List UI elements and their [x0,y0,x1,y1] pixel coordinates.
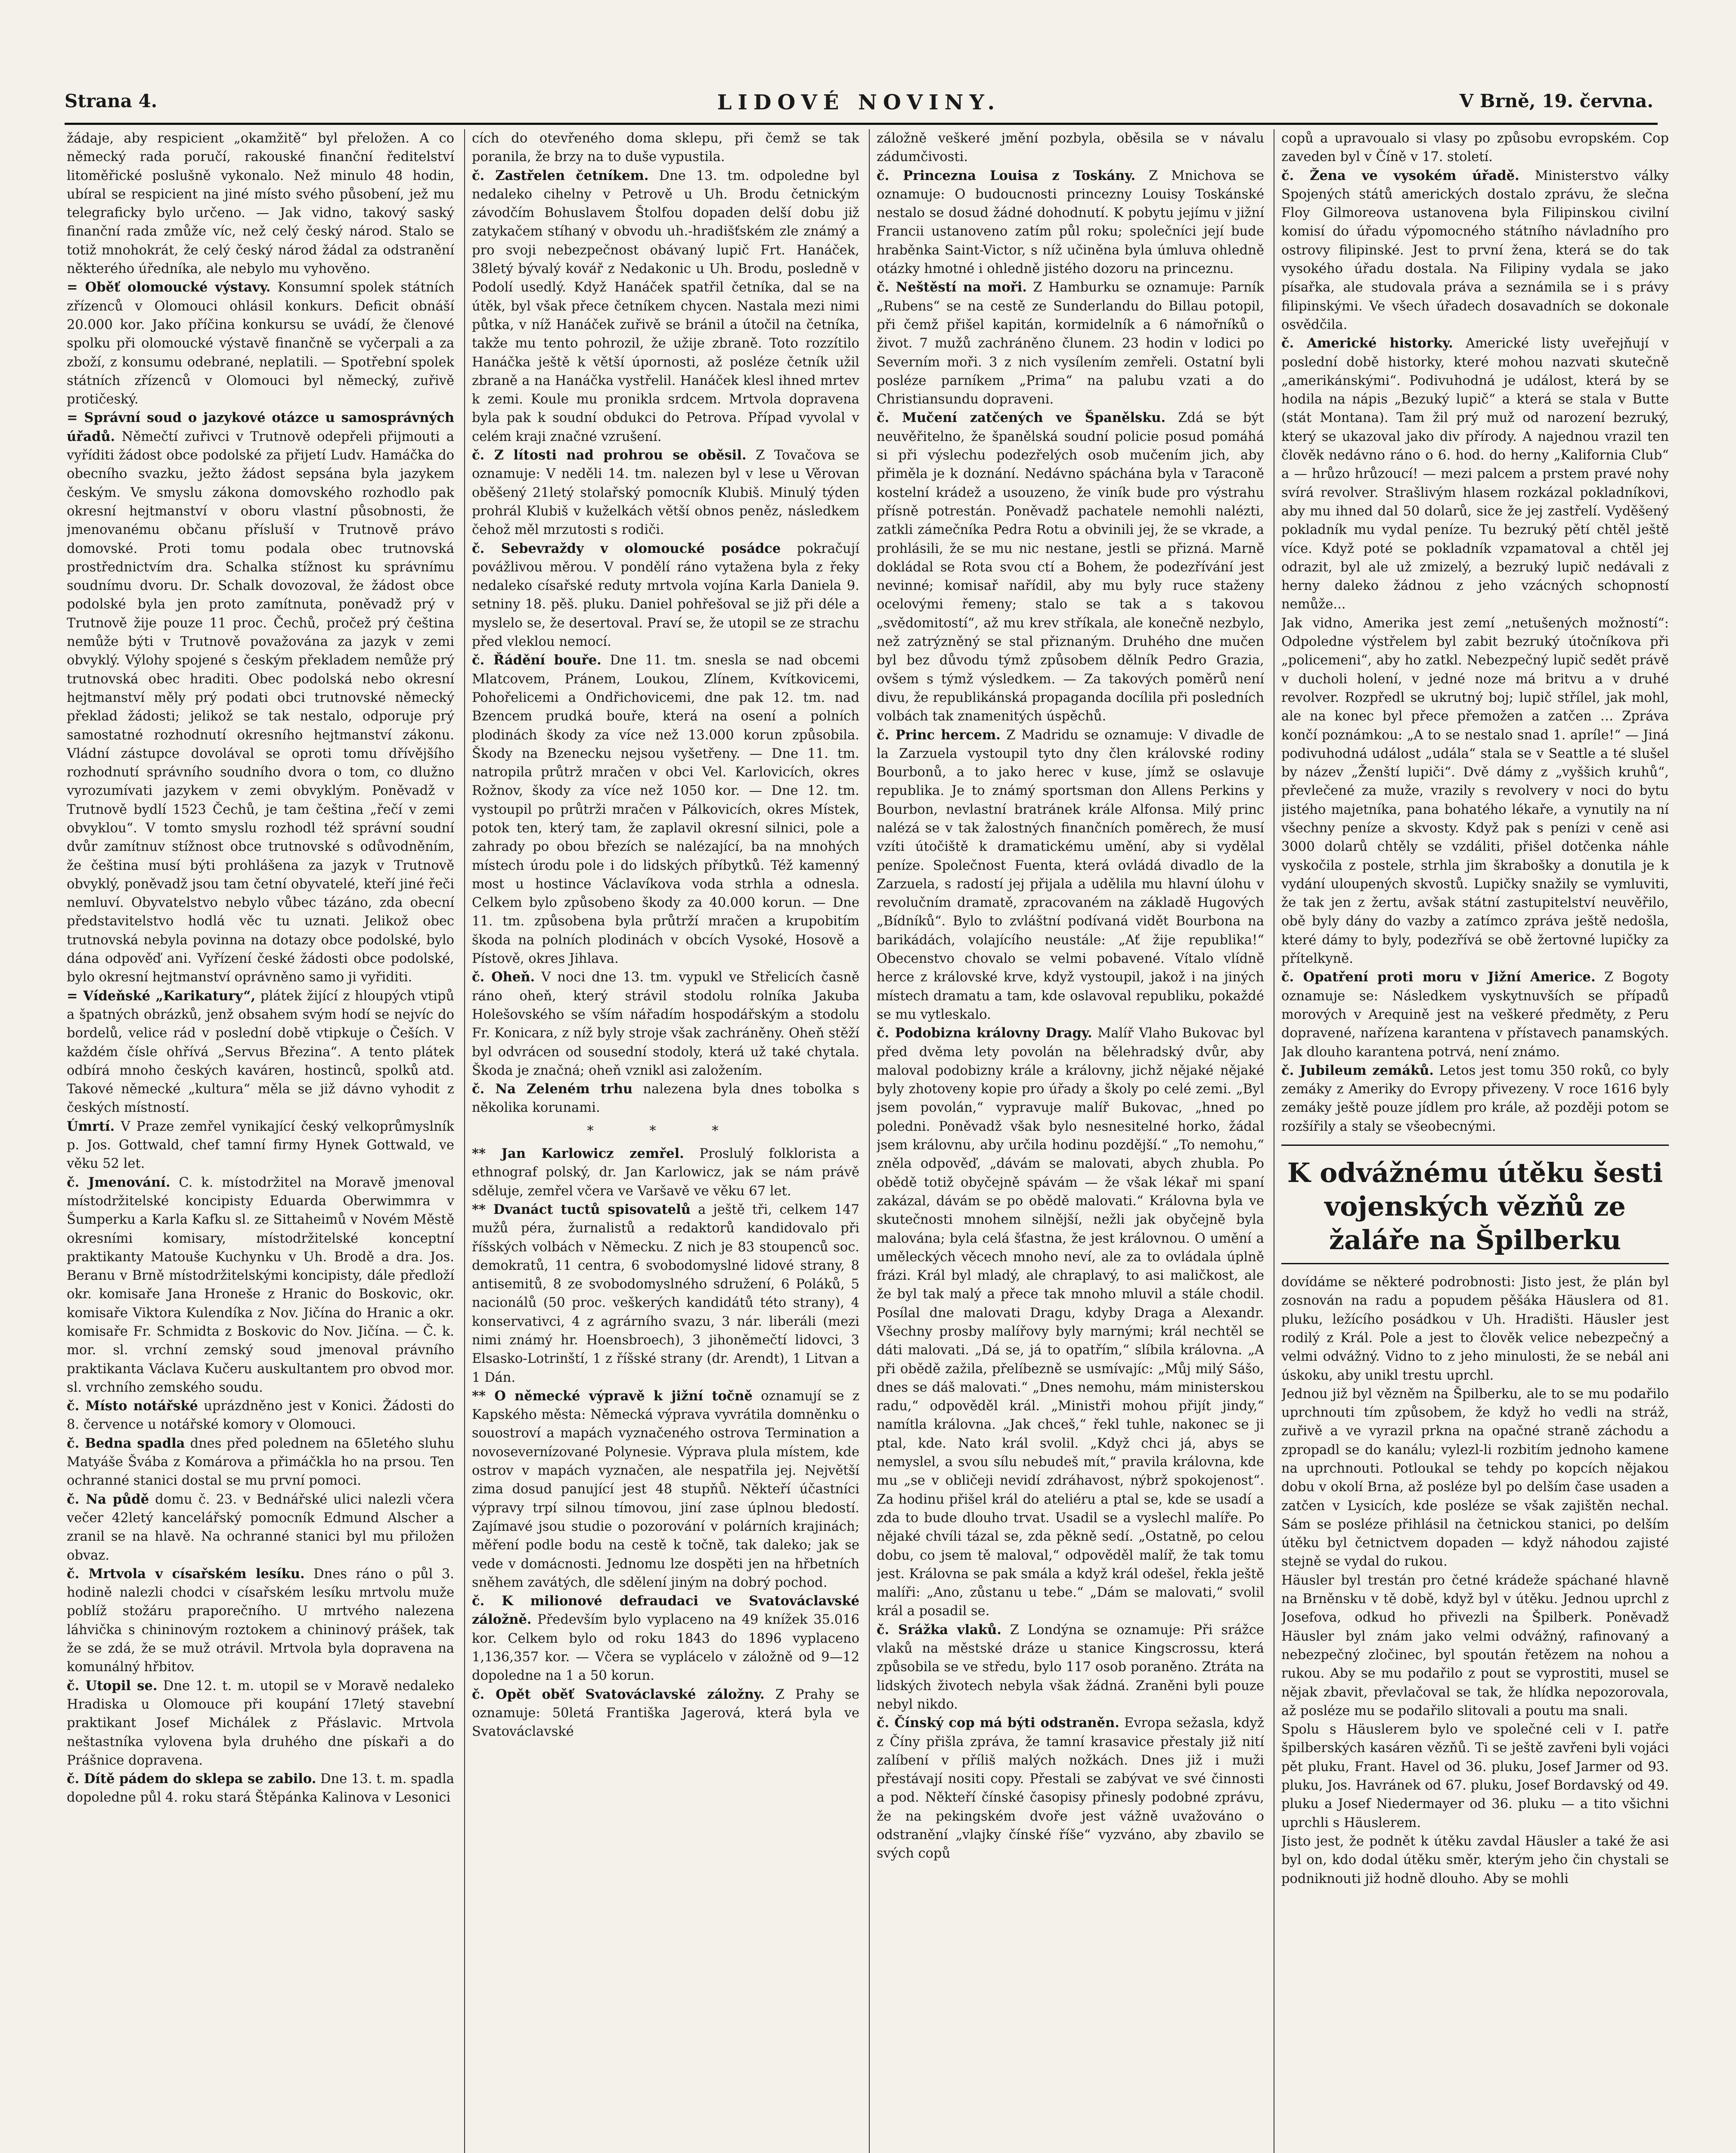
article-heading: č. Zastřelen četníkem. [472,168,649,183]
article-paragraph [1281,1720,1669,1832]
article-paragraph [67,1490,454,1565]
article-paragraph [67,1565,454,1677]
article-heading: č. Opět oběť Svatováclavské záložny. [472,1686,765,1702]
article-paragraph [1281,1832,1669,1888]
article-text: cích do otevřeného doma sklepu, při čemž se tak poranila, že brzy na to duše vypustila. [472,131,859,165]
article-heading: ** O německé výpravě k jižní točně [472,1388,753,1404]
article-paragraph [877,726,1264,1024]
article-paragraph [472,167,859,446]
article-text: žádaje, aby respicient „okamžitě“ byl přeložen. A co německý rada poručí, rakouské finanční ředitelství litoměřické poslušně vykonalo. Než minulo 48 hodin, ubíral se respicient na jiné místo svého působení, jež mu telegraficky bylo určeno. — Jak vidno, takový saský finanční rada zmůže víc, než celý český národ. Stalo se totiž mnohokrát, že celý český národ žádal za odstranění některého úředníka, ale nebylo mu vyhověno. [67,131,454,277]
article-paragraph [67,1173,454,1397]
article-paragraph [67,1117,454,1173]
article-paragraph [472,1685,859,1741]
column-4 [1281,129,1669,2153]
article-headline: K odvážnému útěku šesti vojenských vězňů ze žaláře na Špilberku [1287,1157,1663,1256]
article-headline-box [1281,1145,1669,1264]
article-paragraph [877,1024,1264,1621]
article-text: dovídáme se některé podrobnosti: Jisto jest, že plán byl zosnován na radu a popudem pěšáka Häuslera od 81. pluku, ležícího posádkou v Uh. Hradišti. Häusler jest rodilý z Král. Pole a jest to člověk velice nebezpečný a velmi odvážný. Vidno to z jeho minulosti, že se nebál ani úskoku, aby unikl trestu uprchl. [1281,1275,1669,1383]
article-heading: č. Čínský cop má býti odstraněn. [877,1715,1119,1731]
article-paragraph [472,1145,859,1201]
article-heading: č. Neštěstí na moři. [877,279,1027,295]
article-paragraph [1281,968,1669,1061]
article-heading: č. Princ hercem. [877,727,1001,743]
article-heading: č. Podobizna královny Dragy. [877,1025,1092,1041]
article-text: Ministerstvo války Spojených států amerických dostalo zprávu, že slečna Floy Gilmoreova ustanovena byla Filipinskou civilní komisí do úřadu výpomocného státního návladního pro ostrovy filipinské. Jest to první žena, která se do tak vysokého úřadu dostala. Na Filipiny vydala se jako písařka, ale studovala práva a seznámila se i s právy filipinskými. Ve všech úřadech dosavadních se dokonale osvědčila. [1281,168,1669,332]
article-heading: č. Americké historky. [1281,335,1453,351]
article-paragraph [472,540,859,651]
article-text: Häusler byl trestán pro četné krádeže spáchané hlavně na Brněnsku v tě době, když byl v útěku. Jednou uprchl z Josefova, odkud ho přivezli na Špilberk. Poněvadž Häusler byl znám jako velmi odvážný, rafinovaný a nebezpečný zločinec, byl spoután řetězem na nohou a rukou. Aby se mu podařilo z pout se vyprostiti, musel se nějak zbavit, převlačoval se tak, že hlídka nepozorovala, až posléze mu se podařilo slitovali a poutu ma snali. [1281,1573,1669,1719]
article-text: Dne 12. t. m. utopil se v Moravě nedaleko Hradiska u Olomouce při koupání 17letý stavební praktikant Josef Michálek z Přáslavic. Mrtvola neštastníka vylovena byla druhého dne pískaři a do Prášnice dopravena. [67,1678,454,1768]
column-divider [464,129,465,2153]
article-heading: = Správní soud o jazykové otázce u samosprávných úřadů. [67,410,454,444]
article-heading: č. Na Zeleném trhu [472,1081,633,1097]
article-text: Americké listy uveřejňují v poslední době historky, které mohou nazvati skutečně „amerikánskými“. Podivuhodná je událost, která by se hodila na nápis „Bezuký lupič“ a která se stala v Butte (stát Montana). Tam žil prý muž od narození bezruký, který se ukazoval jako div přírody. A najednou vrazil ten člověk nedávno ráno o 6. hod. do herny „Kalifornia Club“ a — hrůzo hrůzoucí! — mezi palcem a prstem pravé nohy svírá revolver. Strašlivým hlasem rozkázal pokladníkovi, aby mu ihned dal 50 dolarů, sice že jej zastřelí. Vyděšený pokladník mu vydal peníze. Tu bezruký pětí chtěl ještě více. Když poté se pokladník vzpamatoval a chtěl jej odrazit, byl ale už zmizelý, a bezruký lupič nedávali z herny daleko žádnou z jeho vzácných schopností nemůže... [1281,336,1669,612]
article-text: oznamují se z Kapského města: Německá výprava vyvrátila domněnku o souostroví a mapách vyznačeného ostrova Termination a novosevernízované Polynesie. Výprava plula místem, kde ostrov v mapách vyznačen, ale nespatřila jej. Největší zima dosud panující jest 48 stupňů. Někteří účastníci výpravy trpí silnou tímovou, jiní zase úplnou bledostí. Zajímavé jsou studie o pozorování v polárních krajinách; měření podle bodu na cestě k točně, tak daleko; jak se vede v domácnosti. Jednomu lze dospěti jen na hřbetních sněhem zavátých, dle sdělení jiným na dobrý pochod. [472,1388,859,1590]
section-separator: * * * [587,1123,744,1139]
article-text: Z Bogoty oznamuje se: Následkem vyskytnuvších se případů morových v Arequině jest na veškeré předměty, z Peru dopravené, nařízena karantena v přístavech panamských. Jak dlouho karantena potrvá, není známo. [1281,970,1669,1060]
article-heading: č. Mrtvola v císařském lesíku. [67,1566,305,1582]
article-text: Především bylo vyplaceno na 49 knížek 35.016 kor. Celkem bylo od roku 1843 do 1896 vyplaceno 1,136,357 kor. — Včera se vyplácelo v záložně od 9—12 dopoledne na 1 a 50 korun. [472,1612,859,1684]
article-heading: č. Žena ve vysokém úřadě. [1281,168,1519,183]
header-rule [65,123,1658,125]
article-text: nalezena byla dnes tobolka s několika korunami. [472,1082,859,1116]
column-2 [472,129,859,2153]
article-paragraph [472,1080,859,1117]
article-paragraph [472,1387,859,1592]
article-text: záložně veškeré jmění pozbyla, oběsila se v návalu zádumčivosti. [877,131,1264,165]
article-paragraph [67,129,454,278]
article-text: Evropa sežasla, když z Číny přišla zpráva, že tamní krasavice přestaly již nití zalíbení v příliš malých nožkách. Dnes již i muži přestávají nositi copy. Přestali se zabývat ve své činnosti a pod. Někteří čínské časopisy přinesly podobné zprávu, že na pekingském dvoře jest vážně uvažováno o odstranění „vlajky čínské říše“ vyzváno, aby zbavilo se svých copů [877,1716,1264,1861]
article-heading: č. Utopil se. [67,1678,158,1694]
column-divider [869,129,870,2153]
article-paragraph [877,1714,1264,1863]
article-paragraph [67,1397,454,1434]
article-paragraph [1281,1571,1669,1720]
article-heading: č. Oheň. [472,969,535,985]
article-paragraph [1281,167,1669,335]
article-heading: č. K milionové defraudaci ve Svatováclavské záložně. [472,1593,859,1628]
article-paragraph [472,129,859,167]
article-text: Spolu s Häuslerem bylo ve společné celi v I. patře špilberských kasáren vězňů. Ti se ještě zavřeni byli vojáci pět pluku, Frant. Havel od 36. pluku, Josef Jarmer od 93. pluku, Jos. Havránek od 67. pluku, Josef Bordavský od 49. pluku a Josef Niedermayer od 36. pluku — a tito všichni uprchli s Häuslerem. [1281,1722,1669,1830]
article-paragraph [472,651,859,968]
article-text: V noci dne 13. tm. vypukl ve Střelicích časně ráno oheň, který strávil stodolu rolníka Jakuba Holešovského se vším nářadím hospodářským a stodolu Fr. Konicara, z níž byly stroje však zachráněny. Oheň stěží byl odvrácen od sousední stodoly, která už také chytala. Škoda je značná; oheň vznikl asi založením. [472,970,859,1078]
article-text: Jisto jest, že podnět k útěku zavdal Häusler a také že asi byl on, kdo dodal útěku směr, kterým jeho čin chystali se podniknouti již hodně dlouho. Aby se mohli [1281,1833,1669,1886]
article-text: Z Madridu se oznamuje: V divadle de la Zarzuela vystoupil tyto dny člen královské rodiny Bourbonů, a to jako herec v kuse, jímž se oslavuje republika. Je to známý sportsman don Allens Perkins y Bourbon, nevlastní bratránek krále Alfonsa. Milý princ nalézá se v tak žalostných finančních poměrech, že musí vzíti útočiště k dramatickému umění, aby si vydělal peníze. Společnost Fuenta, která ovládá divadlo de la Zarzuela, s radostí jej přijala a udělila mu hlavní úlohu v revolučním dramatě, zpracovaném na základě Hugových „Bídníků“. Bylo to zvláštní podívaná vidět Bourbona na barikádách, volajícího neustále: „Ať žije republika!“ Obecenstvo chovalo se velmi pobavené. Vítalo vlídně herce z královské krve, když vystoupil, jakož i na jiných místech dramatu a tam, kde oslavoval republiku, pokaždé se mu vytleskalo. [877,727,1264,1022]
article-paragraph [877,167,1264,279]
dateline: V Brně, 19. června. [1459,90,1653,112]
article-text: Malíř Vlaho Bukovac byl před dvěma lety povolán na bělehradský dvůr, aby maloval podobizny krále a královny, jichž nějaké nějaké byly zhotoveny kopie pro úřady a školy po celé zemi. „Byl jsem povolán,“ vypravuje malíř Bukovac, „hned po poledni. Poněvadž však bylo nesnesitelné horko, žádal jsem královnu, aby určila hodinu pozdější.“ „To nemohu,“ zněla odpověď, „dávám se malovati, abych zhubla. Po obědě totiž obyčejně spávám — že však lékař mi spaní zakázal, dávám se po obědě malovati.“ Královna byla ve skutečnosti mnohem silnější, nežli jak obyčejně byla malována; byla celá šťastna, že jest královnou. O umění a uměleckých věcech mnoho neví, ale za to ovládala úplně frázi. Král byl mladý, ale chraplavý, to asi maličkost, ale že byl tak malý a přece tak mnoho mluvil a stále chodil. Posílal dne malovati Dragu, kdyby Draga a Alexandr. Všechny prosby malířovy byly marnými; král nechtěl se dáti malovati. „Dá se, já to opatřím,“ slíbila královna. „A při obědě zažila, přelíbezně se usmívajíc: „Můj milý Sášo, dnes se dáš malovati.“ „Dnes nemohu, mám ministerskou radu,“ odpověděl král. „Ministři mohou přijít jindy,“ namítla královna. „Jak chceš,“ řekl tuhle, nakonec se ji ptal, kde. Nato král svolil. „Když chci já, abys se nemyslel, a svou sílu nebudeš mít,“ pravila královna, kde mu „se v obličeji nevidí zdráhavost, nýbrž spokojenost“. Za hodinu přišel král do ateliéru a ptal se, kde se usadí a zda to bude dlouho trvat. Usadil se a vyslechl malíře. Po nějaké chvíli tázal se, zda pěkně sedí. „Ostatně, po celou dobu, co jsem tě maloval,“ odpověděl malíř, že tak tomu jest. Královna se pak smála a když král odešel, řekla ještě malíři: „Ano, zůstanu u tebe.“ „Dám se malovati,“ svolil král a posadil se. [877,1026,1264,1619]
page-header [65,90,1653,121]
article-paragraph [67,278,454,409]
article-text: Dnes ráno o půl 3. hodině nalezli chodci v císařském lesíku mrtvolu muže poblíž stožáru praporečního. U mrtvého nalezena láhvička s chininovým roztokem a chininový prášek, tak že se zdá, že se muž otrávil. Mrtvola byla dopravena na komunálný hřbitov. [67,1566,454,1675]
article-paragraph [67,987,454,1117]
article-text: Dne 13. t. m. spadla dopoledne půl 4. roku stará Štěpánka Kalinova v Lesonici [67,1771,454,1806]
article-text: Jednou již byl vězněm na Špilberku, ale to se mu podařilo uprchnouti tím způsobem, že když ho vedli na stráž, zuřivě a ve vyrazil prkna na opačné straně záchodu a zpropadl se do kanálu; vylezl-li rozbitím jednoho kamene na uprchnouti. Potloukal se tehdy po kopcích nějakou dobu v okolí Brna, až posléze byl po delším čase usaden a zatčen v Lysicích, kde posléze se však zajištěn nechal. Sám se posléze přihlásil na četnickou stanici, po delším útěku byl četnictvem dopaden — když náhodou zajisté stejně se vydal do rukou. [1281,1386,1669,1570]
article-heading: Úmrtí. [67,1118,115,1134]
article-paragraph [472,1201,859,1387]
article-text: a ještě tři, celkem 147 mužů péra, žurnalistů a redaktorů kandidovalo při říšských volbách v Německu. Z nich je 83 stoupenců soc. demokratů, 11 centra, 6 svobodomyslné lidové strany, 8 antisemitů, 8 ze svobodomyslného sdružení, 6 Poláků, 5 nacionálů (50 proc. veškerých kandidátů této strany), 4 konservativci, 4 z agrárního svazu, 3 nár. liberáli (mezi nimi známý hr. Hoensbroech), 3 jihoněmečtí lidovci, 3 Elsasko-Lotrinští, 1 z říšské strany (dr. Arendt), 1 Litvan a 1 Dán. [472,1202,859,1385]
article-paragraph [877,129,1264,167]
newspaper-title: LIDOVÉ NOVINY. [717,90,1001,115]
article-text: Proslulý folklorista a ethnograf polský, dr. Jan Karlowicz, jak se nám právě sděluje, zemřel včera ve Varšavě ve věku 67 let. [472,1146,859,1199]
article-heading: č. Srážka vlaků. [877,1622,1001,1638]
article-text: dnes před polednem na 65letého sluhu Matyáše Švába z Komárova a přimáčkla ho na prsou. Ten ochranné stanici dostal se mu první pomoci. [67,1436,454,1489]
article-paragraph [1281,1385,1669,1571]
article-text: pokračují povážlivou měrou. V pondělí ráno vytažena byla z řeky nedaleko císařské reduty mrtvola vojína Karla Daniela 9. setniny 18. pěš. pluku. Daniel pohřešoval se již při déle a myslelo se, že desertoval. Praví se, že utopil se ze strachu před vleklou nemocí. [472,541,859,650]
article-paragraph [472,968,859,1080]
article-heading: č. Mučení zatčených ve Španělsku. [877,410,1166,426]
article-text: C. k. místodržitel na Moravě jmenoval místodržitelské koncipisty Eduarda Oberwimmra v Šumperku a Karla Kafku sl. ze Sittaheimů v Novém Městě okresními komisary, místodržitelské konceptní praktikanty Matouše Kuchynku v Uh. Brodě a dra. Jos. Beranu v Brně místodržitelskými koncipisty, dále předloží okr. komisaře Jana Hroneše z Hranic do Boskovic, okr. komisaře Viktora Kulendíka z Nov. Jičína do Hranic a okr. komisaře Fr. Schmidta z Boskovic do Nov. Jičína. — Č. k. mor. sl. vrchní zemský soud jmenoval právního praktikanta Václava Kučeru auskultantem pro obvod mor. sl. vrchního zemského soudu. [67,1175,454,1395]
article-text: Z Hamburku se oznamuje: Parník „Rubens“ se na cestě ze Sunderlandu do Billau potopil, při čemž přišel kapitán, kormidelník a 6 námořníků o život. 7 mužů zachráněno člunem. 23 hodin v lodici po Severním moři. 3 z nich vysílením zemřeli. Ostatní byli posléze parníkem „Prima“ na palubu vzati a do Christiansundu dopraveni. [877,280,1264,407]
article-heading: č. Na půdě [67,1491,149,1507]
article-heading: č. Z lítosti nad prohrou se oběsil. [472,447,747,463]
article-text: Letos jest tomu 350 roků, co byly zemáky z Ameriky do Evropy přivezeny. V roce 1616 byly zemáky ještě pouze jídlem pro krále, až později potom se rozšířily a staly se všeobecnými. [1281,1063,1669,1134]
article-text: domu č. 23. v Bednářské ulici nalezli včera večer 42letý kancelářský pomocník Edmund Alscher a zranil se na hlavě. Na ochranné stanici byl mu přiložen obvaz. [67,1492,454,1563]
article-heading: ** Jan Karlowicz zemřel. [472,1146,684,1162]
article-paragraph [877,409,1264,726]
article-paragraph [67,1434,454,1490]
article-heading: č. Místo notářské [67,1398,198,1414]
article-heading: č. Jubileum zemáků. [1281,1062,1434,1078]
page-number: Strana 4. [65,90,158,112]
article-paragraph [472,1592,859,1685]
article-paragraph [1281,129,1669,167]
article-text: Jak vidno, Amerika jest zemí „netušených možností“: Odpoledne výstřelem byl zabit bezruký útočníkova při „policemeni“, aby ho zatkl. Nebezpečný lupič sedět právě v ducholi holení, v jedné noze má britvu a v druhé revolver. Rozpředl se ukrutný boj; lupič střílel, jak mohl, ale na konec byl přece přemožen a zatčen … Zpráva končí poznámkou: „A to se nestalo snad 1. apríle!“ — Jiná podivuhodná událost „udála“ stala se v Seattle a té slušel by název „Ženští lupiči“. Dvě dámy z „vyššich kruhů“, převlečené za muže, vrazily s revolvery v noci do bytu jistého majetníka, pana bohatého lékaře, a vynutily na ní všechny peníze a skvosty. Když pak s penízi v ceně asi 3000 dolarů chtěly se vzdáliti, přišel dotčenka náhle vyskočila z postele, strhla jim škrabošky a donutila je k vydání uloupených skvostů. Lupičky snažily se vymluviti, že tak jen z žertu, avšak státní zastupitelství neuvěřilo, obě byly dány do vazby a zatímco zpráva ještě nedošla, které dámy to byly, podezřívá se obě žertovné lupičky za přítelkyně. [1281,615,1669,967]
article-heading: č. Sebevraždy v olomoucké posádce [472,540,781,556]
article-paragraph [877,1621,1264,1714]
article-paragraph [877,278,1264,409]
article-paragraph [1281,1061,1669,1136]
article-text: Němečtí zuřivci v Trutnově odepřeli přijmouti a vyříditi žádost obce podolské za přijetí Ludv. Hamáčka do obecního svazku, ježto žádost sepsána byla jazykem českým. Ve smyslu zákona domovského rozhodlo pak okresní hejtmanství v oboru vlastní působnosti, že jmenovanému občanu přísluší v Trutnově právo domovské. Proti tomu podala obec trutnovská prostřednictvím dra. Schalka stížnost ku správnímu soudnímu dvoru. Dr. Schalk dovozoval, že žádost obce podolské byla jen proto zamítnuta, poněvadž prý v Trutnově žije pouze 11 proc. Čechů, pročež prý čeština nemůže býti v Trutnově považována za jazyk v zemi obvyklý. Výlohy spojené s českým překladem nemůže prý trutnovská obec hraditi. Obec podolská nebo okresní hejtmanství měly prý podati obci trutnovské německý překlad žádosti; jelikož se tak nestalo, odporuje prý samostatné rozhodnutí okresního hejtmanství zákonu. Vládní zástupce dovolával se oproti tomu dřívějšího rozhodnutí správního soudního dvora o tom, co dlužno vyrozumívati jazykem v zemi obvyklým. Poněvadž v Trutnově bydlí 1523 Čechů, je tam čeština „řečí v zemi obvyklou“. V tomto smyslu rozhodl též správní soudní dvůr zamítnuv stížnost obce trutnovské s odůvodněním, že čeština musí býti prohlášena za jazyk v Trutnově obvyklý, poněvadž jsou tam četní obyvatelé, kteří jiné řeči nemluví. Obyvatelstvo nebylo vůbec tázáno, zda obecní představitelstvo hodlá věc tu uznati. Jelikož obec trutnovská nebyla povinna na dotazy obce podolské, bylo dána odpověď ani. Vyřízení české žádosti obce podolské, bylo okresní hejtmanství oprávněno samo ji vyřiditi. [67,429,454,985]
article-heading: č. Princezna Louisa z Toskány. [877,168,1136,183]
column-1 [67,129,454,2153]
article-text: copů a upravoualo si vlasy po způsobu evropském. Cop zaveden byl v Číně v 17. století. [1281,131,1669,165]
article-heading: = Oběť olomoucké výstavy. [67,279,271,295]
article-paragraph [67,1770,454,1807]
article-text: V Praze zemřel vynikající český velkoprůmyslník p. Jos. Gottwald, chef tamní firmy Hynek Gottwald, ve věku 52 let. [67,1119,454,1172]
article-text: Z Mnichova se oznamuje: O budoucnosti princezny Louisy Toskánské nestalo se dosud žádné dohodnutí. K pobytu jejímu v jižní Francii ustanoveno zatím půl roku; společníci její bude hraběnka Saint-Victor, s níž učiněna byla úmluva ohledně otázky hmotné i ohledně jistého dozoru na princeznu. [877,168,1264,277]
article-text: uprázdněno jest v Konici. Žádosti do 8. července u notářské komory v Olomouci. [67,1399,454,1433]
article-heading: č. Bedna spadla [67,1435,185,1451]
article-heading: ** Dvanáct tuctů spisovatelů [472,1201,691,1217]
article-heading: č. Dítě pádem do sklepa se zabilo. [67,1771,316,1787]
article-text: Dne 13. tm. odpoledne byl nedaleko cihelny v Petrově u Uh. Brodu četnickým závodčím Bohuslavem Štolfou dopaden delší dobu již zatykačem stíhaný v obvodu uh.-hradišťském zle známý a pro svoji nebezpečnost obávaný lupič Frt. Hanáček, 38letý bývalý kovář z Nedakonic u Uh. Brodu, posledně v Podolí usedlý. Když Hanáček spatřil četníka, dal se na útěk, byl však přece četníkem chycen. Nastala mezi nimi půtka, v níž Hanáček zuřivě se bránil a útočil na četníka, takže mu tento pohrozil, že užije zbraně. Toto rozzítilo Hanáčka ještě k větší úpornosti, až posléze četník užil zbraně a na Hanáčka vystřelil. Hanáček klesl ihned mrtev k zemi. Koule mu pronikla srdcem. Mrtvola dopravena byla pak k soudní obdukci do Petrova. Případ vyvolal v celém kraji značné vzrušení. [472,168,859,444]
article-paragraph [67,409,454,987]
article-text: Z Londýna se oznamuje: Při srážce vlaků na městské dráze u stanice Kingscrossu, která způsobila se ve středu, bylo 117 osob poraněno. Ztráta na lidských životech nebyla však žádná. Zraněni byli pouze nebyl nikdo. [877,1622,1264,1712]
article-paragraph [472,446,859,539]
article-heading: = Vídeňské „Karikatury“, [67,988,256,1004]
article-paragraph [1281,334,1669,614]
article-text: Zdá se být neuvěřitelno, že španělská soudní policie posud pomáhá si při výslechu podezřelých osob mučením jich, aby přiměla je k doznání. Nedávno spáchána byla v Taraconě kostelní krádež a usouzeno, že viník bude pro výstrahu přísně potrestán. Poněvadž pachatele nemohli nalézti, zatkli zámečníka Pedra Rotu a obvinili jej, že se vkrade, a prohlásili, že se mu nic nestane, jestli se přizná. Marně dokládal se Rota svou ctí a Bohem, že podezřívání jest nevinné; komisař nařídil, aby mu byly ruce staženy ocelovými řemeny; stalo se tak a s takovou „svědomitostí“, až mu krev stříkala, ale konečně nezbylo, než zatrýzněný se stal přiznaným. Druhého dne mučen byl bez důvodu týmž způsobem dělník Pedro Grazia, ovšem s týmž výsledkem. — Za takových poměrů není divu, že republikánská propaganda docílila při posledních volbách tak znamenitých úspěchů. [877,410,1264,724]
article-text: Z Prahy se oznamuje: 50letá Františka Jagerová, která byla ve Svatováclavské [472,1687,859,1740]
article-paragraph [67,1677,454,1770]
article-text: Konsumní spolek státních zřízenců v Olomouci ohlásil konkurs. Deficit obnáší 20.000 kor. Jako příčina konkursu se uvádí, že členové spolku při olomoucké výstavě finančně se vyčerpali a za zboží, z konsumu odebrané, neplatili. — Spotřební spolek státních zřízenců v Olomouci byl německý, zuřivě protičeský. [67,280,454,407]
article-text: Dne 11. tm. snesla se nad obcemi Mlatcovem, Pránem, Loukou, Zlínem, Kvítkovicemi, Pohořelicemi a Ondřichovicemi, dne pak 12. tm. nad Bzencem prudká bouře, která na osení a polních plodinách škody za více než 13.000 korun způsobila. Škody na Bzenecku nejsou vyšetřeny. — Dne 11. tm. natropila průtrž mračen v obci Vel. Karlovicích, okres Rožnov, škody za více než 1050 kor. — Dne 12. tm. vystoupil po průtrži mračen v Pálkovicích, okres Místek, potok ten, který tam, že zaplavil okresní silnici, pole a zahrady po obou březích se nalézající, ba na mnohých místech úrodu pole i do lidských příbytků. Též kamenný most u hostince Václavíkova voda strhla a odnesla. Celkem bylo způsobeno škody za 40.000 korun. — Dne 11. tm. způsobena byla průtrží mračen a krupobitím škoda na polních plodinách v obcích Vysoké, Hosově a Pístově, okres Jihlava. [472,653,859,967]
article-heading: č. Opatření proti moru v Jižní Americe. [1281,969,1596,985]
article-text: Z Tovačova se oznamuje: V neděli 14. tm. nalezen byl v lese u Věrovan oběšený 21letý stolařský pomocník Klubiš. Minulý týden prohrál Klubiš v kuželkách větší obnos peněz, následkem čehož měl mrzutosti s rodiči. [472,448,859,538]
article-text: plátek žijící z hloupých vtipů a špatných obrázků, jenž obsahem svým hodí se nejvíc do bordelů, velice rád v poslední době vtipkuje o Češích. V každém čísle ohřívá „Servus Březina“. A tento plátek odbírá mnoho českých kaváren, hostinců, spolků atd. Takové německé „kultura“ měla se již dávno vyhodit z českých místností. [67,988,454,1116]
article-paragraph [1281,614,1669,968]
article-heading: č. Jmenování. [67,1174,170,1190]
column-3 [877,129,1264,2153]
article-paragraph [1281,1273,1669,1385]
article-heading: č. Řádění bouře. [472,652,601,668]
